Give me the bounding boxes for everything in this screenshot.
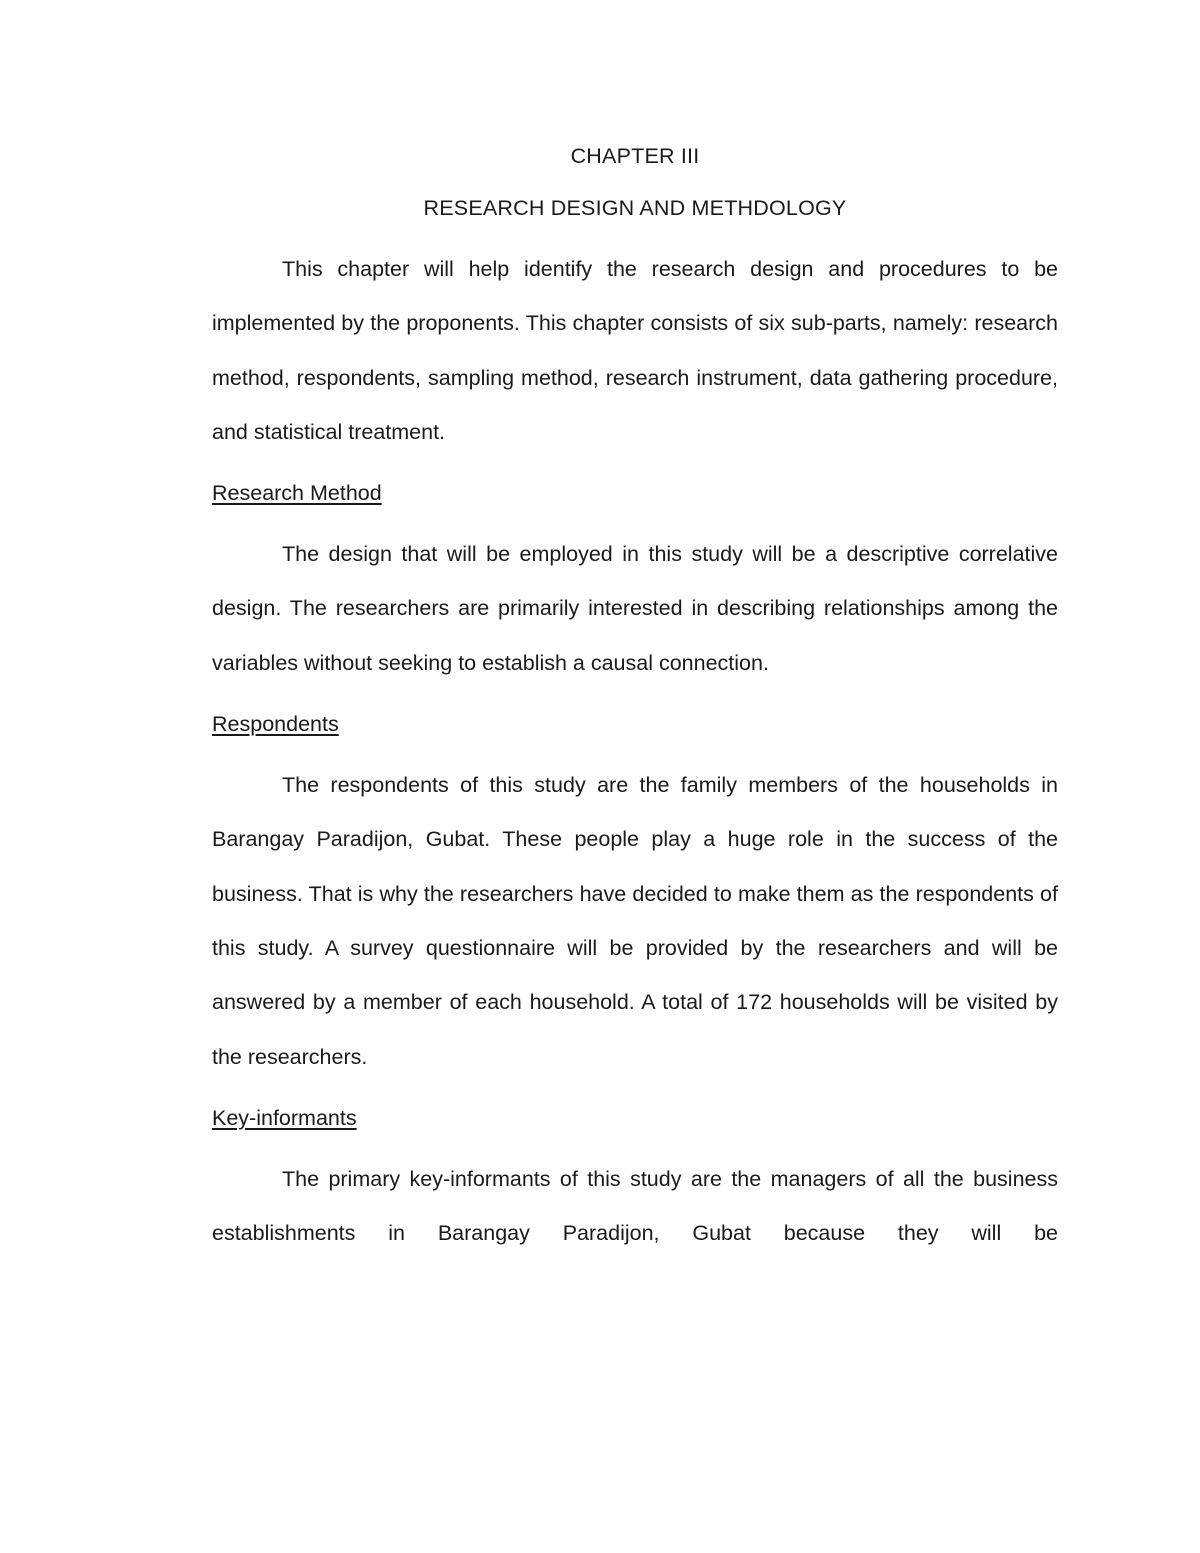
- intro-paragraph: This chapter will help identify the research design and procedures to be implemented by the proponents. This chapter consists of six sub-parts, namely: research method, respondents, sampling method, research instrument, data gathering procedure, and statistical treatment.: [212, 257, 1058, 444]
- section-heading-key-informants: Key-informants: [212, 1105, 357, 1130]
- section-paragraph-key-informants: The primary key-informants of this study are the managers of all the business establishments in Barangay Paradijon, Gubat because they will be: [212, 1166, 1058, 1246]
- section-heading-research-method: Research Method: [212, 481, 382, 506]
- chapter-number: CHAPTER III: [570, 144, 700, 168]
- section-paragraph-respondents: The respondents of this study are the family members of the households in Barangay Paradijon, Gubat. These people play a huge role in the success of the business. That is why the researchers have decided to make them as the respondents of this study. A survey questionnaire will be provided by the researchers and will be answered by a member of each household. A total of 172 households will be visited by the researchers.: [212, 773, 1058, 1069]
- section-heading-respondents: Respondents: [212, 712, 339, 737]
- document-content: [212, 138, 1058, 1260]
- chapter-title: RESEARCH DESIGN AND METHDOLOGY: [423, 196, 847, 220]
- section-paragraph-research-method: The design that will be employed in this study will be a descriptive correlative design. The researchers are primarily interested in describing relationships among the variables without seeking to establish a causal connection.: [212, 542, 1058, 675]
